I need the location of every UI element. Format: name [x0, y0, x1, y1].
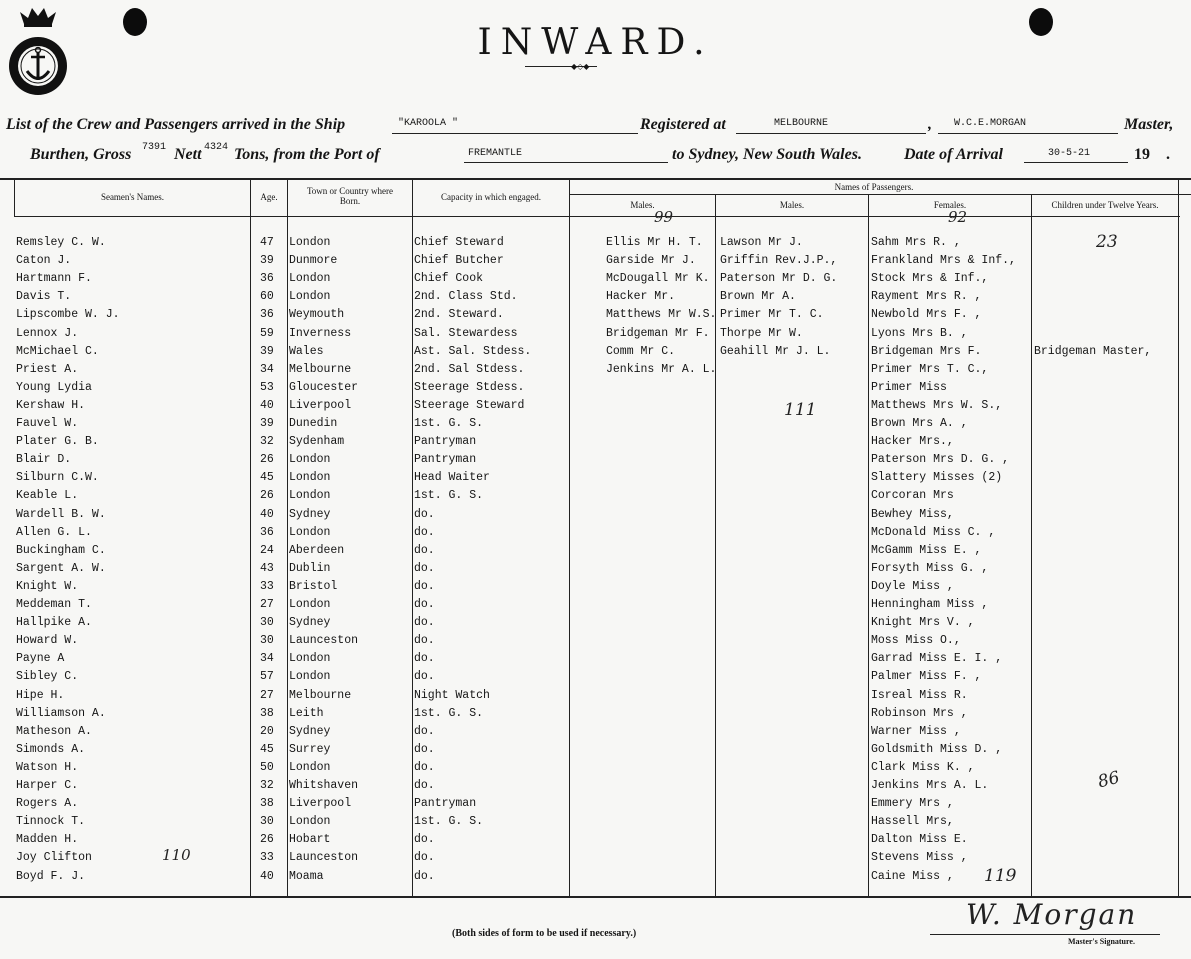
crew-capacity: Ast. Sal. Stdess.	[414, 345, 532, 358]
crew-age: 36	[260, 272, 274, 285]
females-total-note: 119	[984, 866, 1017, 886]
males-count-note: 99	[654, 208, 674, 226]
crew-name: Knight W.	[16, 580, 79, 593]
col-header-passengers: Names of Passengers.	[834, 182, 914, 192]
footer-note: (Both sides of form to be used if necessary.)	[452, 928, 637, 939]
crew-age: 59	[260, 327, 274, 340]
crew-capacity: do.	[414, 851, 435, 864]
comma-1: ,	[928, 116, 932, 133]
crew-name: Watson H.	[16, 761, 79, 774]
col-divider	[250, 180, 251, 896]
crew-birthplace: Sydenham	[289, 435, 345, 448]
crew-birthplace: London	[289, 652, 331, 665]
crew-birthplace: Liverpool	[289, 399, 352, 412]
master-field-line	[938, 133, 1118, 134]
master-signature: W. Morgan	[966, 898, 1138, 931]
crew-age: 60	[260, 290, 274, 303]
male-passenger: Ellis Mr H. T.	[606, 236, 703, 249]
crew-age: 36	[260, 526, 274, 539]
crew-capacity: do.	[414, 761, 435, 774]
crew-birthplace: Dunmore	[289, 254, 338, 267]
registered-port: MELBOURNE	[774, 118, 829, 129]
period-mark: .	[1166, 146, 1170, 163]
crew-age: 39	[260, 345, 274, 358]
crew-name: Howard W.	[16, 634, 79, 647]
crew-name: Kershaw H.	[16, 399, 86, 412]
crew-age: 40	[260, 399, 274, 412]
crew-capacity: 1st. G. S.	[414, 417, 484, 430]
crew-name: Plater G. B.	[16, 435, 99, 448]
female-passenger: Doyle Miss ,	[871, 580, 954, 593]
crew-capacity: Night Watch	[414, 689, 490, 702]
female-passenger: Newbold Mrs F. ,	[871, 308, 982, 321]
crew-name: Silburn C.W.	[16, 471, 99, 484]
crew-age: 30	[260, 634, 274, 647]
crew-birthplace: London	[289, 471, 331, 484]
crew-capacity: do.	[414, 616, 435, 629]
crew-birthplace: Melbourne	[289, 689, 352, 702]
female-passenger: Warner Miss ,	[871, 725, 961, 738]
crew-name: McMichael C.	[16, 345, 99, 358]
female-passenger: Bridgeman Mrs F.	[871, 345, 982, 358]
header-bottom-rule	[14, 216, 1180, 217]
female-passenger: Clark Miss K. ,	[871, 761, 975, 774]
crew-age: 38	[260, 797, 274, 810]
crew-age: 33	[260, 580, 274, 593]
crew-birthplace: Leith	[289, 707, 324, 720]
female-passenger: Hacker Mrs.,	[871, 435, 954, 448]
crew-capacity: Chief Cook	[414, 272, 484, 285]
burthen-label: Burthen, Gross	[30, 146, 132, 163]
crew-birthplace: London	[289, 598, 331, 611]
crew-age: 39	[260, 254, 274, 267]
male-passenger: Paterson Mr D. G.	[720, 272, 838, 285]
col-header-children: Children under Twelve Years.	[1051, 200, 1159, 210]
crew-age: 34	[260, 363, 274, 376]
crew-capacity: do.	[414, 562, 435, 575]
col-header-males-2: Males.	[779, 200, 805, 210]
mid-count-note: 111	[784, 400, 817, 420]
crew-birthplace: London	[289, 526, 331, 539]
female-passenger: Primer Miss	[871, 381, 947, 394]
crew-name: Tinnock T.	[16, 815, 86, 828]
nett-tonnage: 4324	[204, 142, 229, 153]
col-divider	[868, 195, 869, 896]
crew-birthplace: Gloucester	[289, 381, 359, 394]
crew-name: Lipscombe W. J.	[16, 308, 120, 321]
arrival-label: Date of Arrival	[904, 146, 1003, 163]
crew-birthplace: Surrey	[289, 743, 331, 756]
crew-capacity: Chief Butcher	[414, 254, 504, 267]
female-passenger: Frankland Mrs & Inf.,	[871, 254, 1016, 267]
female-passenger: Bewhey Miss,	[871, 508, 954, 521]
crew-age: 26	[260, 489, 274, 502]
passenger-subheader-rule	[570, 194, 1191, 195]
crew-birthplace: London	[289, 290, 331, 303]
crew-birthplace: Launceston	[289, 851, 359, 864]
female-passenger: Lyons Mrs B. ,	[871, 327, 968, 340]
crew-name: Remsley C. W.	[16, 236, 106, 249]
crew-name: Simonds A.	[16, 743, 86, 756]
crew-age: 32	[260, 779, 274, 792]
female-passenger: Caine Miss ,	[871, 870, 954, 883]
crew-age: 26	[260, 833, 274, 846]
crew-capacity: do.	[414, 743, 435, 756]
registered-field-line	[736, 133, 926, 134]
crew-capacity: do.	[414, 870, 435, 883]
header-line1-prefix: List of the Crew and Passengers arrived in the Ship	[6, 116, 346, 133]
col-header-capacity: Capacity in which engaged.	[441, 192, 541, 202]
male-passenger: Matthews Mr W.S.	[606, 308, 717, 321]
crew-birthplace: Whitshaven	[289, 779, 359, 792]
col-header-seamen: Seamen's Names.	[100, 192, 165, 202]
crew-age: 57	[260, 670, 274, 683]
crew-name: Harper C.	[16, 779, 79, 792]
female-passenger: McDonald Miss C. ,	[871, 526, 996, 539]
tons-label: Tons, from the Port of	[234, 146, 380, 163]
crew-age: 47	[260, 236, 274, 249]
crew-birthplace: London	[289, 236, 331, 249]
crew-birthplace: Dunedin	[289, 417, 338, 430]
female-passenger: Corcoran Mrs	[871, 489, 954, 502]
female-passenger: Stevens Miss ,	[871, 851, 968, 864]
crew-capacity: Steerage Stdess.	[414, 381, 525, 394]
ship-field-line	[392, 133, 638, 134]
crew-capacity: Pantryman	[414, 435, 477, 448]
crew-birthplace: London	[289, 272, 331, 285]
crew-age: 43	[260, 562, 274, 575]
crew-name: Fauvel W.	[16, 417, 79, 430]
crew-name: Blair D.	[16, 453, 72, 466]
crew-birthplace: Inverness	[289, 327, 352, 340]
male-passenger: Jenkins Mr A. L.	[606, 363, 717, 376]
gross-tonnage: 7391	[142, 142, 167, 153]
male-passenger: Bridgeman Mr F.	[606, 327, 710, 340]
crew-name: Sargent A. W.	[16, 562, 106, 575]
crew-name: Caton J.	[16, 254, 72, 267]
col-header-males-1: Males.	[630, 200, 655, 210]
crew-age: 40	[260, 508, 274, 521]
crew-name: Williamson A.	[16, 707, 106, 720]
child-passenger: Bridgeman Master,	[1034, 345, 1152, 358]
male-passenger: McDougall Mr K.	[606, 272, 710, 285]
col-header-born: Town or Country where Born.	[306, 186, 394, 206]
crew-age: 38	[260, 707, 274, 720]
crew-age: 27	[260, 689, 274, 702]
crew-capacity: Pantryman	[414, 797, 477, 810]
col-header-females: Females.	[933, 200, 967, 210]
male-passenger: Geahill Mr J. L.	[720, 345, 831, 358]
crew-birthplace: London	[289, 489, 331, 502]
crew-name: Hipe H.	[16, 689, 65, 702]
title-ornament-icon: ◆◇◆	[571, 62, 590, 71]
crew-name: Davis T.	[16, 290, 72, 303]
crew-capacity: Pantryman	[414, 453, 477, 466]
crew-name: Priest A.	[16, 363, 79, 376]
crew-age: 30	[260, 616, 274, 629]
crew-age: 33	[260, 851, 274, 864]
crew-age: 34	[260, 652, 274, 665]
female-passenger: Henningham Miss ,	[871, 598, 989, 611]
crew-name: Madden H.	[16, 833, 79, 846]
crew-capacity: do.	[414, 670, 435, 683]
crew-capacity: do.	[414, 652, 435, 665]
male-passenger: Griffin Rev.J.P.,	[720, 254, 838, 267]
col-divider	[1178, 180, 1179, 896]
crew-birthplace: Liverpool	[289, 797, 352, 810]
crew-age: 24	[260, 544, 274, 557]
crew-capacity: do.	[414, 544, 435, 557]
crew-capacity: 1st. G. S.	[414, 707, 484, 720]
from-port-line	[464, 162, 668, 163]
male-passenger: Lawson Mr J.	[720, 236, 803, 249]
female-passenger: Rayment Mrs R. ,	[871, 290, 982, 303]
crew-birthplace: London	[289, 761, 331, 774]
signature-line	[930, 934, 1160, 935]
to-label: to Sydney, New South Wales.	[672, 146, 862, 163]
female-passenger: Garrad Miss E. I. ,	[871, 652, 1003, 665]
crew-name: Rogers A.	[16, 797, 79, 810]
crew-age: 36	[260, 308, 274, 321]
crew-capacity: Steerage Steward	[414, 399, 525, 412]
crew-name: Sibley C.	[16, 670, 79, 683]
table-top-rule	[0, 178, 1191, 180]
crew-capacity: do.	[414, 526, 435, 539]
crew-age: 27	[260, 598, 274, 611]
signature-label: Master's Signature.	[1068, 937, 1135, 946]
female-passenger: Dalton Miss E.	[871, 833, 968, 846]
female-passenger: Primer Mrs T. C.,	[871, 363, 989, 376]
form-title: INWARD.	[477, 22, 714, 63]
master-name: W.C.E.MORGAN	[954, 118, 1027, 129]
crew-birthplace: Aberdeen	[289, 544, 345, 557]
crew-age: 50	[260, 761, 274, 774]
crew-age: 40	[260, 870, 274, 883]
registered-label: Registered at	[640, 116, 726, 133]
male-passenger: Brown Mr A.	[720, 290, 796, 303]
crew-name: Allen G. L.	[16, 526, 92, 539]
female-passenger: Hassell Mrs,	[871, 815, 954, 828]
crew-name: Lennox J.	[16, 327, 79, 340]
crew-name: Keable L.	[16, 489, 79, 502]
col-header-age: Age.	[260, 192, 278, 202]
crew-birthplace: Hobart	[289, 833, 331, 846]
crew-birthplace: Moama	[289, 870, 324, 883]
ship-name: "KAROOLA "	[398, 118, 459, 129]
male-passenger: Garside Mr J.	[606, 254, 696, 267]
crew-age: 53	[260, 381, 274, 394]
female-passenger: Knight Mrs V. ,	[871, 616, 975, 629]
female-passenger: Jenkins Mrs A. L.	[871, 779, 989, 792]
crew-capacity: 1st. G. S.	[414, 815, 484, 828]
crew-age: 32	[260, 435, 274, 448]
crew-birthplace: Launceston	[289, 634, 359, 647]
crew-capacity: 2nd. Class Std.	[414, 290, 518, 303]
crew-capacity: 2nd. Sal Stdess.	[414, 363, 525, 376]
crew-capacity: do.	[414, 508, 435, 521]
col-divider	[412, 180, 413, 896]
female-passenger: Palmer Miss F. ,	[871, 670, 982, 683]
crew-birthplace: Sydney	[289, 725, 331, 738]
crew-capacity: do.	[414, 833, 435, 846]
arrival-date: 30-5-21	[1048, 148, 1091, 159]
crew-capacity: 2nd. Steward.	[414, 308, 504, 321]
tally-note: 86	[1095, 767, 1122, 793]
crew-age: 45	[260, 743, 274, 756]
col-divider	[715, 195, 716, 896]
male-passenger: Comm Mr C.	[606, 345, 676, 358]
crew-capacity: do.	[414, 725, 435, 738]
female-passenger: Brown Mrs A. ,	[871, 417, 968, 430]
female-passenger: Stock Mrs & Inf.,	[871, 272, 989, 285]
year-prefix: 19	[1134, 146, 1150, 163]
female-passenger: Paterson Mrs D. G. ,	[871, 453, 1010, 466]
crew-capacity: Head Waiter	[414, 471, 490, 484]
crew-age: 26	[260, 453, 274, 466]
crew-name: Meddeman T.	[16, 598, 92, 611]
crew-name: Buckingham C.	[16, 544, 106, 557]
crew-birthplace: Wales	[289, 345, 324, 358]
crew-capacity: do.	[414, 580, 435, 593]
from-port: FREMANTLE	[468, 148, 523, 159]
female-passenger: Forsyth Miss G. ,	[871, 562, 989, 575]
male-passenger: Thorpe Mr W.	[720, 327, 803, 340]
females-count-note: 92	[948, 208, 968, 226]
crew-capacity: 1st. G. S.	[414, 489, 484, 502]
crew-capacity: do.	[414, 779, 435, 792]
crew-name: Hallpike A.	[16, 616, 92, 629]
female-passenger: Robinson Mrs ,	[871, 707, 968, 720]
crew-count-note: 110	[162, 846, 191, 864]
female-passenger: McGamm Miss E. ,	[871, 544, 982, 557]
crew-capacity: Sal. Stewardess	[414, 327, 518, 340]
female-passenger: Matthews Mrs W. S.,	[871, 399, 1003, 412]
crew-name: Hartmann F.	[16, 272, 92, 285]
crew-capacity: Chief Steward	[414, 236, 504, 249]
crew-name: Payne A	[16, 652, 65, 665]
female-passenger: Emmery Mrs ,	[871, 797, 954, 810]
crew-age: 30	[260, 815, 274, 828]
crew-birthplace: Melbourne	[289, 363, 352, 376]
crew-age: 20	[260, 725, 274, 738]
crew-birthplace: London	[289, 670, 331, 683]
crew-capacity: do.	[414, 634, 435, 647]
crew-name: Wardell B. W.	[16, 508, 106, 521]
crew-birthplace: Sydney	[289, 616, 331, 629]
crew-birthplace: London	[289, 453, 331, 466]
female-passenger: Sahm Mrs R. ,	[871, 236, 961, 249]
crew-name: Boyd F. J.	[16, 870, 86, 883]
female-passenger: Slattery Misses (2)	[871, 471, 1003, 484]
nett-label: Nett	[174, 146, 202, 163]
male-passenger: Hacker Mr.	[606, 290, 676, 303]
crew-name: Young Lydia	[16, 381, 92, 394]
col-divider	[569, 180, 570, 896]
crew-name: Joy Clifton	[16, 851, 92, 864]
crew-age: 39	[260, 417, 274, 430]
arrival-date-line	[1024, 162, 1128, 163]
female-passenger: Isreal Miss R.	[871, 689, 968, 702]
crew-age: 45	[260, 471, 274, 484]
crew-birthplace: Bristol	[289, 580, 338, 593]
female-passenger: Moss Miss O.,	[871, 634, 961, 647]
male-passenger: Primer Mr T. C.	[720, 308, 824, 321]
col-divider	[1031, 195, 1032, 896]
female-passenger: Goldsmith Miss D. ,	[871, 743, 1003, 756]
master-label: Master,	[1124, 116, 1174, 133]
children-count-note: 23	[1096, 232, 1118, 252]
crew-birthplace: London	[289, 815, 331, 828]
col-divider	[287, 180, 288, 896]
crew-name: Matheson A.	[16, 725, 92, 738]
crew-capacity: do.	[414, 598, 435, 611]
crew-birthplace: Dublin	[289, 562, 331, 575]
crew-birthplace: Weymouth	[289, 308, 345, 321]
crew-birthplace: Sydney	[289, 508, 331, 521]
